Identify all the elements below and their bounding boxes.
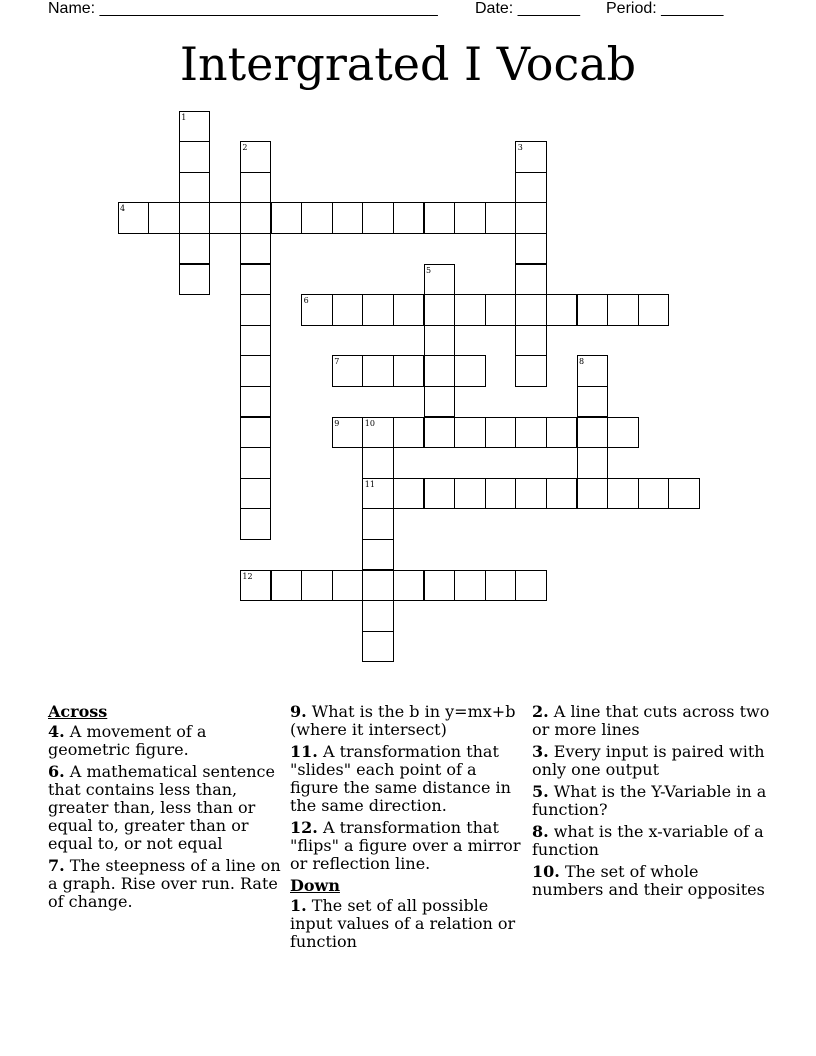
- clue-down-3: [532, 743, 772, 779]
- grid-cell[interactable]: [424, 570, 456, 602]
- clue-text: what is the x-variable of a function: [532, 822, 764, 859]
- grid-cell[interactable]: [424, 294, 456, 326]
- grid-cell[interactable]: [546, 417, 578, 449]
- grid-cell[interactable]: [332, 570, 364, 602]
- grid-cell[interactable]: [179, 141, 211, 173]
- grid-cell[interactable]: [240, 202, 272, 234]
- clue-number-label: 3: [517, 143, 523, 153]
- clue-number-label: 7: [334, 357, 340, 367]
- grid-cell[interactable]: [179, 233, 211, 265]
- clues-column-3: [532, 703, 772, 903]
- grid-cell[interactable]: [515, 478, 547, 510]
- clue-text: What is the Y-Variable in a function?: [532, 782, 767, 819]
- clue-number: 4.: [48, 722, 65, 741]
- clue-text: A movement of a geometric figure.: [48, 722, 207, 759]
- grid-cell[interactable]: [271, 570, 303, 602]
- grid-cell[interactable]: [638, 478, 670, 510]
- grid-cell[interactable]: [485, 570, 517, 602]
- grid-cell[interactable]: [515, 202, 547, 234]
- clue-number-label: 5: [426, 265, 432, 275]
- grid-cell[interactable]: [454, 355, 486, 387]
- clue-text: A mathematical sentence that contains less than, greater than, less than or equal to, greater than or equal to, or not equal: [48, 762, 275, 853]
- clue-across-4: [48, 723, 283, 759]
- grid-cell[interactable]: [393, 202, 425, 234]
- clue-down-2: [532, 703, 772, 739]
- clue-number-label: 4: [120, 204, 126, 214]
- grid-cell[interactable]: [179, 264, 211, 296]
- grid-cell[interactable]: [485, 294, 517, 326]
- grid-cell[interactable]: [362, 355, 394, 387]
- grid-cell[interactable]: [424, 355, 456, 387]
- clues-column-2: [290, 703, 526, 955]
- clue-number: 7.: [48, 856, 65, 875]
- grid-cell[interactable]: [607, 417, 639, 449]
- grid-cell[interactable]: [362, 570, 394, 602]
- clue-number: 10.: [532, 862, 560, 881]
- clue-down-8: [532, 823, 772, 859]
- clues-column-1: [48, 703, 283, 915]
- clue-number: 11.: [290, 742, 318, 761]
- grid-cell[interactable]: [271, 202, 303, 234]
- clue-number: 3.: [532, 742, 549, 761]
- grid-cell[interactable]: [179, 202, 211, 234]
- grid-cell[interactable]: [332, 202, 364, 234]
- grid-cell[interactable]: [638, 294, 670, 326]
- grid-cell[interactable]: [515, 355, 547, 387]
- grid-cell[interactable]: [393, 417, 425, 449]
- grid-cell[interactable]: [362, 508, 394, 540]
- grid-cell[interactable]: [515, 325, 547, 357]
- clue-number: 9.: [290, 702, 307, 721]
- down-heading: Down: [290, 876, 340, 895]
- period-label: Period: _______: [606, 0, 724, 17]
- clue-text: A line that cuts across two or more lines: [532, 702, 770, 739]
- grid-cell[interactable]: [424, 202, 456, 234]
- grid-cell[interactable]: [362, 600, 394, 632]
- grid-cell[interactable]: [607, 478, 639, 510]
- grid-cell[interactable]: [546, 478, 578, 510]
- grid-cell[interactable]: [179, 172, 211, 204]
- clue-number: 6.: [48, 762, 65, 781]
- grid-cell[interactable]: [607, 294, 639, 326]
- grid-cell[interactable]: [454, 417, 486, 449]
- clue-text: A transformation that "slides" each point of a figure the same distance in the same direction.: [290, 742, 511, 815]
- across-heading: Across: [48, 702, 108, 721]
- clue-across-9: [290, 703, 526, 739]
- grid-cell[interactable]: [393, 570, 425, 602]
- clue-number: 2.: [532, 702, 549, 721]
- grid-cell[interactable]: [454, 202, 486, 234]
- grid-cell[interactable]: [209, 202, 241, 234]
- clue-number-label: 11: [364, 479, 375, 489]
- clue-text: A transformation that "flips" a figure over a mirror or reflection line.: [290, 818, 521, 873]
- grid-cell[interactable]: [424, 386, 456, 418]
- clue-text: What is the b in y=mx+b (where it intersect): [290, 702, 516, 739]
- grid-cell[interactable]: [424, 417, 456, 449]
- clue-down-1: [290, 897, 526, 951]
- grid-cell[interactable]: [393, 478, 425, 510]
- clue-across-7: [48, 857, 283, 911]
- clue-number-label: 8: [579, 357, 585, 367]
- clue-text: The set of whole numbers and their opposites: [532, 862, 765, 899]
- grid-cell[interactable]: [577, 417, 609, 449]
- clue-number-label: 12: [242, 571, 253, 581]
- grid-cell[interactable]: [301, 570, 333, 602]
- grid-cell[interactable]: [454, 570, 486, 602]
- grid-cell[interactable]: [577, 386, 609, 418]
- grid-cell[interactable]: [546, 294, 578, 326]
- grid-cell[interactable]: [515, 264, 547, 296]
- grid-cell[interactable]: [240, 355, 272, 387]
- clue-number-label: 10: [364, 418, 375, 428]
- clue-number-label: 6: [303, 296, 309, 306]
- clue-across-12: [290, 819, 526, 873]
- grid-cell[interactable]: [148, 202, 180, 234]
- grid-cell[interactable]: [301, 202, 333, 234]
- grid-cell[interactable]: [577, 447, 609, 479]
- clue-number: 12.: [290, 818, 318, 837]
- clue-number: 8.: [532, 822, 549, 841]
- grid-cell[interactable]: [485, 478, 517, 510]
- grid-cell[interactable]: [668, 478, 700, 510]
- clue-number-label: 2: [242, 143, 248, 153]
- grid-cell[interactable]: [393, 294, 425, 326]
- grid-cell[interactable]: [424, 478, 456, 510]
- grid-cell[interactable]: [515, 172, 547, 204]
- grid-cell[interactable]: [240, 447, 272, 479]
- grid-cell[interactable]: [515, 233, 547, 265]
- grid-cell[interactable]: [240, 172, 272, 204]
- clue-text: The steepness of a line on a graph. Rise over run. Rate of change.: [48, 856, 281, 911]
- grid-cell[interactable]: [362, 202, 394, 234]
- grid-cell[interactable]: [240, 264, 272, 296]
- grid-cell[interactable]: [362, 294, 394, 326]
- grid-cell[interactable]: [577, 478, 609, 510]
- grid-cell[interactable]: [362, 539, 394, 571]
- grid-cell[interactable]: [240, 233, 272, 265]
- grid-cell[interactable]: [240, 508, 272, 540]
- grid-cell[interactable]: [362, 631, 394, 663]
- grid-cell[interactable]: [485, 417, 517, 449]
- grid-cell[interactable]: [240, 325, 272, 357]
- clue-text: The set of all possible input values of a relation or function: [290, 896, 516, 951]
- grid-cell[interactable]: [362, 447, 394, 479]
- clue-across-11: [290, 743, 526, 815]
- clue-down-10: [532, 863, 772, 899]
- grid-cell[interactable]: [515, 417, 547, 449]
- clue-down-5: [532, 783, 772, 819]
- clue-text: Every input is paired with only one output: [532, 742, 765, 779]
- clue-across-6: [48, 763, 283, 853]
- grid-cell[interactable]: [393, 355, 425, 387]
- grid-cell[interactable]: [454, 478, 486, 510]
- clue-number-label: 9: [334, 418, 340, 428]
- grid-cell[interactable]: [515, 570, 547, 602]
- page-title: Intergrated I Vocab: [179, 37, 637, 91]
- grid-cell[interactable]: [485, 202, 517, 234]
- grid-cell[interactable]: [240, 294, 272, 326]
- grid-cell[interactable]: [515, 294, 547, 326]
- clue-number: 1.: [290, 896, 307, 915]
- grid-cell[interactable]: [240, 386, 272, 418]
- grid-cell[interactable]: [577, 294, 609, 326]
- grid-cell[interactable]: [454, 294, 486, 326]
- date-label: Date: _______: [475, 0, 580, 17]
- name-label: Name: ______________________________________: [48, 0, 438, 17]
- clue-number-label: 1: [181, 112, 187, 122]
- grid-cell[interactable]: [424, 325, 456, 357]
- clue-number: 5.: [532, 782, 549, 801]
- grid-cell[interactable]: [332, 294, 364, 326]
- grid-cell[interactable]: [240, 417, 272, 449]
- grid-cell[interactable]: [240, 478, 272, 510]
